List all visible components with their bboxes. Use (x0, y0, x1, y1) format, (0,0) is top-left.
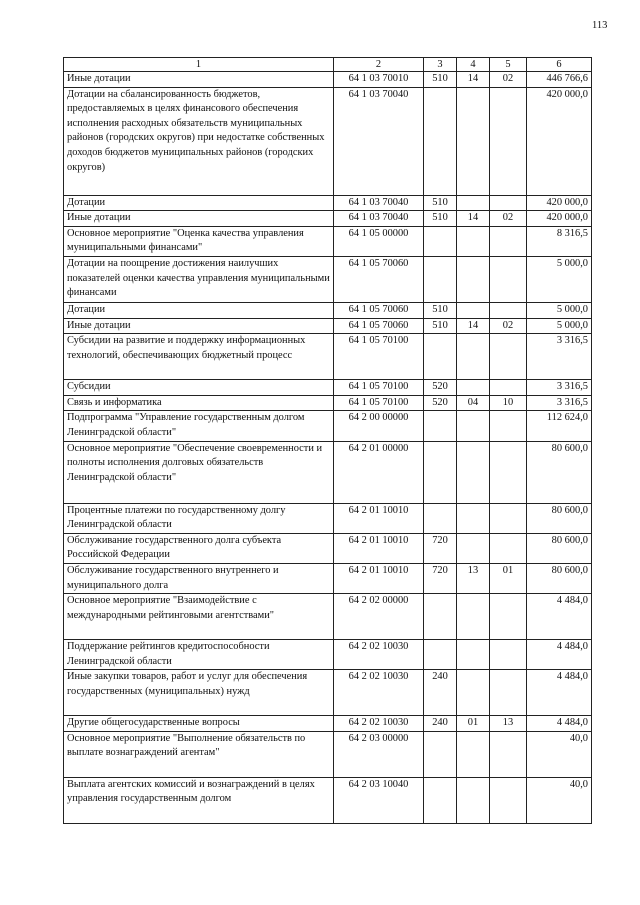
row-rz: 14 (457, 318, 490, 334)
table-row (64, 503, 592, 533)
row-vr: 510 (424, 72, 457, 88)
row-pr (490, 777, 527, 823)
row-amount: 112 624,0 (527, 411, 592, 441)
table-row (64, 302, 592, 318)
row-rz: 04 (457, 395, 490, 411)
row-amount: 80 600,0 (527, 563, 592, 593)
row-rz (457, 777, 490, 823)
table-row (64, 256, 592, 302)
row-amount: 8 316,5 (527, 226, 592, 256)
row-name: Основное мероприятие "Оценка качества управления муниципальными финансами" (64, 226, 334, 256)
row-amount: 80 600,0 (527, 441, 592, 503)
table-row (64, 318, 592, 334)
column-header: 5 (490, 58, 527, 72)
row-name: Иные дотации (64, 72, 334, 88)
row-code: 64 2 01 10010 (334, 503, 424, 533)
row-pr (490, 195, 527, 211)
row-code: 64 2 03 10040 (334, 777, 424, 823)
row-amount: 420 000,0 (527, 87, 592, 195)
row-rz (457, 195, 490, 211)
row-pr (490, 226, 527, 256)
row-name: Субсидии на развитие и поддержку информационных технологий, обеспечивающих бюджетный процесс (64, 334, 334, 380)
row-amount: 40,0 (527, 731, 592, 777)
row-vr: 510 (424, 318, 457, 334)
table-row (64, 395, 592, 411)
row-rz (457, 441, 490, 503)
row-code: 64 1 03 70010 (334, 72, 424, 88)
table-row (64, 441, 592, 503)
row-name: Дотации на поощрение достижения наилучших показателей оценки качества управления муниципальными финансами (64, 256, 334, 302)
row-code: 64 2 02 10030 (334, 640, 424, 670)
row-vr: 240 (424, 670, 457, 716)
row-name: Иные дотации (64, 318, 334, 334)
row-rz: 14 (457, 72, 490, 88)
row-name: Процентные платежи по государственному долгу Ленинградской области (64, 503, 334, 533)
row-pr (490, 731, 527, 777)
table-row (64, 594, 592, 640)
budget-table (63, 57, 592, 824)
row-code: 64 1 05 70100 (334, 334, 424, 380)
table-row (64, 226, 592, 256)
row-vr (424, 731, 457, 777)
row-pr (490, 334, 527, 380)
row-vr: 240 (424, 716, 457, 732)
row-rz (457, 302, 490, 318)
row-code: 64 1 05 00000 (334, 226, 424, 256)
row-pr: 10 (490, 395, 527, 411)
row-rz (457, 594, 490, 640)
row-amount: 3 316,5 (527, 334, 592, 380)
row-amount: 420 000,0 (527, 211, 592, 227)
row-name: Связь и информатика (64, 395, 334, 411)
table-row (64, 195, 592, 211)
row-name: Дотации на сбалансированность бюджетов, предоставляемых в целях финансового обеспечения исполнения расходных обязательств муниципальных районов (городских округов) при недостатке собственных доходов бюджетов муниципальных районов (городских округов) (64, 87, 334, 195)
row-vr: 720 (424, 563, 457, 593)
column-header: 1 (64, 58, 334, 72)
row-name: Субсидии (64, 380, 334, 396)
row-code: 64 2 01 10010 (334, 533, 424, 563)
row-pr (490, 87, 527, 195)
row-name: Выплата агентских комиссий и вознаграждений в целях управления государственным долгом (64, 777, 334, 823)
row-pr (490, 503, 527, 533)
row-code: 64 2 02 00000 (334, 594, 424, 640)
column-number-row (64, 58, 592, 72)
row-pr: 02 (490, 211, 527, 227)
row-amount: 5 000,0 (527, 318, 592, 334)
row-code: 64 1 05 70060 (334, 302, 424, 318)
row-name: Иные дотации (64, 211, 334, 227)
row-pr (490, 533, 527, 563)
table-row (64, 716, 592, 732)
column-header: 4 (457, 58, 490, 72)
row-amount: 4 484,0 (527, 640, 592, 670)
table-row (64, 211, 592, 227)
row-code: 64 1 03 70040 (334, 87, 424, 195)
column-header: 6 (527, 58, 592, 72)
row-vr (424, 226, 457, 256)
table-row (64, 87, 592, 195)
row-rz: 13 (457, 563, 490, 593)
table-row (64, 670, 592, 716)
row-name: Другие общегосударственные вопросы (64, 716, 334, 732)
row-name: Основное мероприятие "Обеспечение своевременности и полноты исполнения долговых обязательств Ленинградской области" (64, 441, 334, 503)
row-name: Основное мероприятие "Выполнение обязательств по выплате вознаграждений агентам" (64, 731, 334, 777)
row-vr (424, 777, 457, 823)
row-rz (457, 87, 490, 195)
row-name: Подпрограмма "Управление государственным долгом Ленинградской области" (64, 411, 334, 441)
row-code: 64 2 02 10030 (334, 716, 424, 732)
row-amount: 4 484,0 (527, 716, 592, 732)
row-pr (490, 441, 527, 503)
row-code: 64 2 02 10030 (334, 670, 424, 716)
row-vr: 510 (424, 195, 457, 211)
row-vr (424, 594, 457, 640)
row-pr: 02 (490, 318, 527, 334)
row-vr: 510 (424, 211, 457, 227)
row-name: Иные закупки товаров, работ и услуг для обеспечения государственных (муниципальных) нужд (64, 670, 334, 716)
row-code: 64 1 05 70060 (334, 318, 424, 334)
row-vr: 520 (424, 395, 457, 411)
row-amount: 80 600,0 (527, 533, 592, 563)
row-rz (457, 533, 490, 563)
row-code: 64 2 00 00000 (334, 411, 424, 441)
row-pr (490, 594, 527, 640)
row-amount: 4 484,0 (527, 594, 592, 640)
page-number: 113 (592, 20, 608, 31)
row-rz: 14 (457, 211, 490, 227)
row-vr (424, 503, 457, 533)
row-vr (424, 87, 457, 195)
table-row (64, 380, 592, 396)
row-amount: 3 316,5 (527, 395, 592, 411)
row-pr: 02 (490, 72, 527, 88)
row-amount: 80 600,0 (527, 503, 592, 533)
row-rz (457, 380, 490, 396)
row-rz (457, 226, 490, 256)
row-pr (490, 302, 527, 318)
row-pr (490, 670, 527, 716)
row-vr (424, 256, 457, 302)
row-rz (457, 256, 490, 302)
table-row (64, 533, 592, 563)
row-amount: 40,0 (527, 777, 592, 823)
table-row (64, 777, 592, 823)
row-code: 64 1 05 70100 (334, 380, 424, 396)
table-row (64, 563, 592, 593)
column-header: 2 (334, 58, 424, 72)
row-code: 64 1 03 70040 (334, 195, 424, 211)
row-code: 64 2 03 00000 (334, 731, 424, 777)
table-row (64, 731, 592, 777)
row-amount: 4 484,0 (527, 670, 592, 716)
row-code: 64 1 05 70100 (334, 395, 424, 411)
row-pr (490, 411, 527, 441)
row-vr: 720 (424, 533, 457, 563)
row-rz (457, 640, 490, 670)
row-name: Основное мероприятие "Взаимодействие с международными рейтинговыми агентствами" (64, 594, 334, 640)
table-row (64, 334, 592, 380)
table-row (64, 640, 592, 670)
row-pr (490, 256, 527, 302)
row-rz (457, 503, 490, 533)
table-row (64, 411, 592, 441)
row-vr (424, 334, 457, 380)
row-name: Дотации (64, 302, 334, 318)
row-rz: 01 (457, 716, 490, 732)
row-amount: 420 000,0 (527, 195, 592, 211)
row-amount: 5 000,0 (527, 256, 592, 302)
row-name: Обслуживание государственного долга субъекта Российской Федерации (64, 533, 334, 563)
row-amount: 446 766,6 (527, 72, 592, 88)
row-pr: 01 (490, 563, 527, 593)
row-amount: 3 316,5 (527, 380, 592, 396)
column-header: 3 (424, 58, 457, 72)
row-rz (457, 411, 490, 441)
row-pr (490, 380, 527, 396)
row-rz (457, 334, 490, 380)
row-vr (424, 441, 457, 503)
row-vr (424, 640, 457, 670)
row-name: Дотации (64, 195, 334, 211)
row-vr: 510 (424, 302, 457, 318)
row-amount: 5 000,0 (527, 302, 592, 318)
row-vr: 520 (424, 380, 457, 396)
row-rz (457, 670, 490, 716)
row-name: Поддержание рейтингов кредитоспособности Ленинградской области (64, 640, 334, 670)
row-code: 64 2 01 00000 (334, 441, 424, 503)
row-pr: 13 (490, 716, 527, 732)
row-code: 64 1 03 70040 (334, 211, 424, 227)
row-name: Обслуживание государственного внутреннего и муниципального долга (64, 563, 334, 593)
row-vr (424, 411, 457, 441)
row-pr (490, 640, 527, 670)
row-rz (457, 731, 490, 777)
row-code: 64 2 01 10010 (334, 563, 424, 593)
row-code: 64 1 05 70060 (334, 256, 424, 302)
table-row (64, 72, 592, 88)
